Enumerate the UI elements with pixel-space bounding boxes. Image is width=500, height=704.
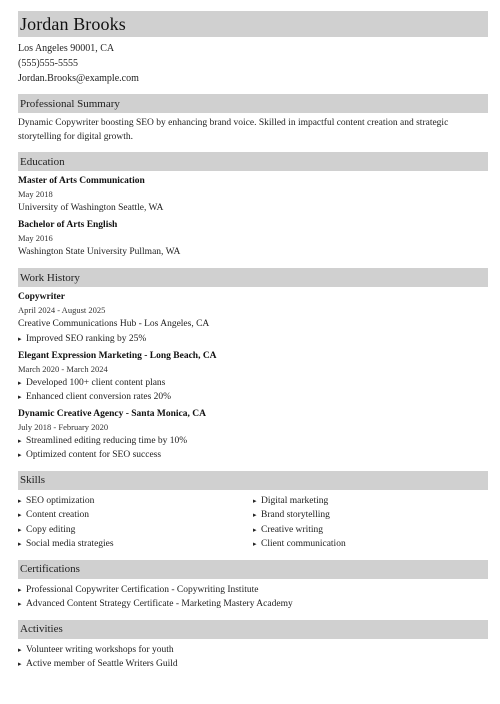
list-item: ▸ Active member of Seattle Writers Guild — [18, 657, 488, 672]
job-title: Copywriter — [18, 292, 65, 302]
bullet-icon: ▸ — [253, 511, 257, 519]
list-item: ▸ Professional Copywriter Certification - Copywriting Institute — [18, 583, 488, 598]
skills-right-column — [253, 494, 488, 552]
job-title: Dynamic Creative Agency - Santa Monica, CA — [18, 408, 206, 419]
job-dates: July 2018 - February 2020 — [18, 421, 109, 432]
list-item: ▸ Content creation — [18, 508, 253, 523]
certifications-list — [18, 583, 488, 612]
phone: (555)555-5555 — [18, 58, 78, 69]
list-item: ▸ Enhanced client conversion rates 20% — [18, 390, 488, 405]
education-entry — [18, 219, 488, 260]
job-bullets — [18, 376, 488, 405]
certifications-heading: Certifications — [18, 560, 488, 579]
work-history-heading: Work History — [18, 268, 488, 287]
list-item: ▸ Optimized content for SEO success — [18, 448, 488, 463]
job-bullets — [18, 332, 488, 347]
bullet-icon: ▸ — [18, 600, 22, 608]
bullet-icon: ▸ — [18, 335, 22, 343]
job-dates: March 2020 - March 2024 — [18, 363, 108, 374]
contact-info — [18, 41, 488, 86]
list-item: ▸ Client communication — [253, 537, 488, 552]
summary-text: Dynamic Copywriter boosting SEO by enhancing brand voice. Skilled in impactful content creation and strategic storytelling for digital growth. — [18, 118, 449, 142]
list-item: ▸ Developed 100+ client content plans — [18, 376, 488, 391]
summary-heading: Professional Summary — [18, 94, 488, 113]
degree-date: May 2018 — [18, 189, 53, 199]
list-item: ▸ Copy editing — [18, 523, 253, 538]
bullet-icon: ▸ — [18, 540, 22, 548]
list-item: ▸ Streamlined editing reducing time by 10% — [18, 434, 488, 449]
bullet-icon: ▸ — [18, 660, 22, 668]
school: Washington State University Pullman, WA — [18, 247, 181, 257]
bullet-icon: ▸ — [18, 393, 22, 401]
job-dates: April 2024 - August 2025 — [18, 305, 106, 315]
bullet-icon: ▸ — [18, 511, 22, 519]
skills-left-column — [18, 494, 253, 552]
email: Jordan.Brooks@example.com — [18, 73, 139, 84]
list-item: ▸ Advanced Content Strategy Certificate - Marketing Mastery Academy — [18, 597, 488, 612]
list-item: ▸ SEO optimization — [18, 494, 253, 509]
bullet-icon: ▸ — [18, 525, 22, 534]
bullet-icon: ▸ — [18, 451, 22, 459]
list-item: ▸ Social media strategies — [18, 537, 253, 552]
activities-heading: Activities — [18, 620, 488, 639]
skills-grid — [18, 494, 488, 552]
bullet-icon: ▸ — [18, 378, 22, 387]
bullet-icon: ▸ — [18, 436, 22, 445]
job-company: Creative Communications Hub - Los Angeles, CA — [18, 319, 210, 329]
education-entry — [18, 175, 488, 216]
job-bullets — [18, 434, 488, 463]
bullet-icon: ▸ — [253, 496, 257, 505]
degree: Bachelor of Arts English — [18, 220, 118, 230]
job-entry — [18, 291, 488, 347]
address: Los Angeles 90001, CA — [18, 43, 115, 54]
job-entry — [18, 350, 488, 405]
candidate-name: Jordan Brooks — [20, 13, 126, 34]
bullet-icon: ▸ — [253, 540, 257, 548]
bullet-icon: ▸ — [18, 496, 22, 505]
resume-page — [18, 11, 488, 672]
list-item: ▸ Digital marketing — [253, 494, 488, 509]
list-item: ▸ Brand storytelling — [253, 508, 488, 523]
name-header — [18, 11, 488, 37]
list-item: ▸ Volunteer writing workshops for youth — [18, 643, 488, 658]
skills-heading: Skills — [18, 471, 488, 490]
school: University of Washington Seattle, WA — [18, 203, 164, 213]
activities-list — [18, 643, 488, 672]
list-item: ▸ Creative writing — [253, 523, 488, 538]
degree: Master of Arts Communication — [18, 176, 145, 186]
education-heading: Education — [18, 152, 488, 171]
degree-date: May 2016 — [18, 233, 53, 243]
list-item: ▸ Improved SEO ranking by 25% — [18, 332, 488, 347]
job-title: Elegant Expression Marketing - Long Beach, CA — [18, 350, 217, 361]
bullet-icon: ▸ — [18, 645, 22, 654]
job-entry — [18, 408, 488, 463]
bullet-icon: ▸ — [18, 585, 22, 594]
bullet-icon: ▸ — [253, 525, 257, 534]
